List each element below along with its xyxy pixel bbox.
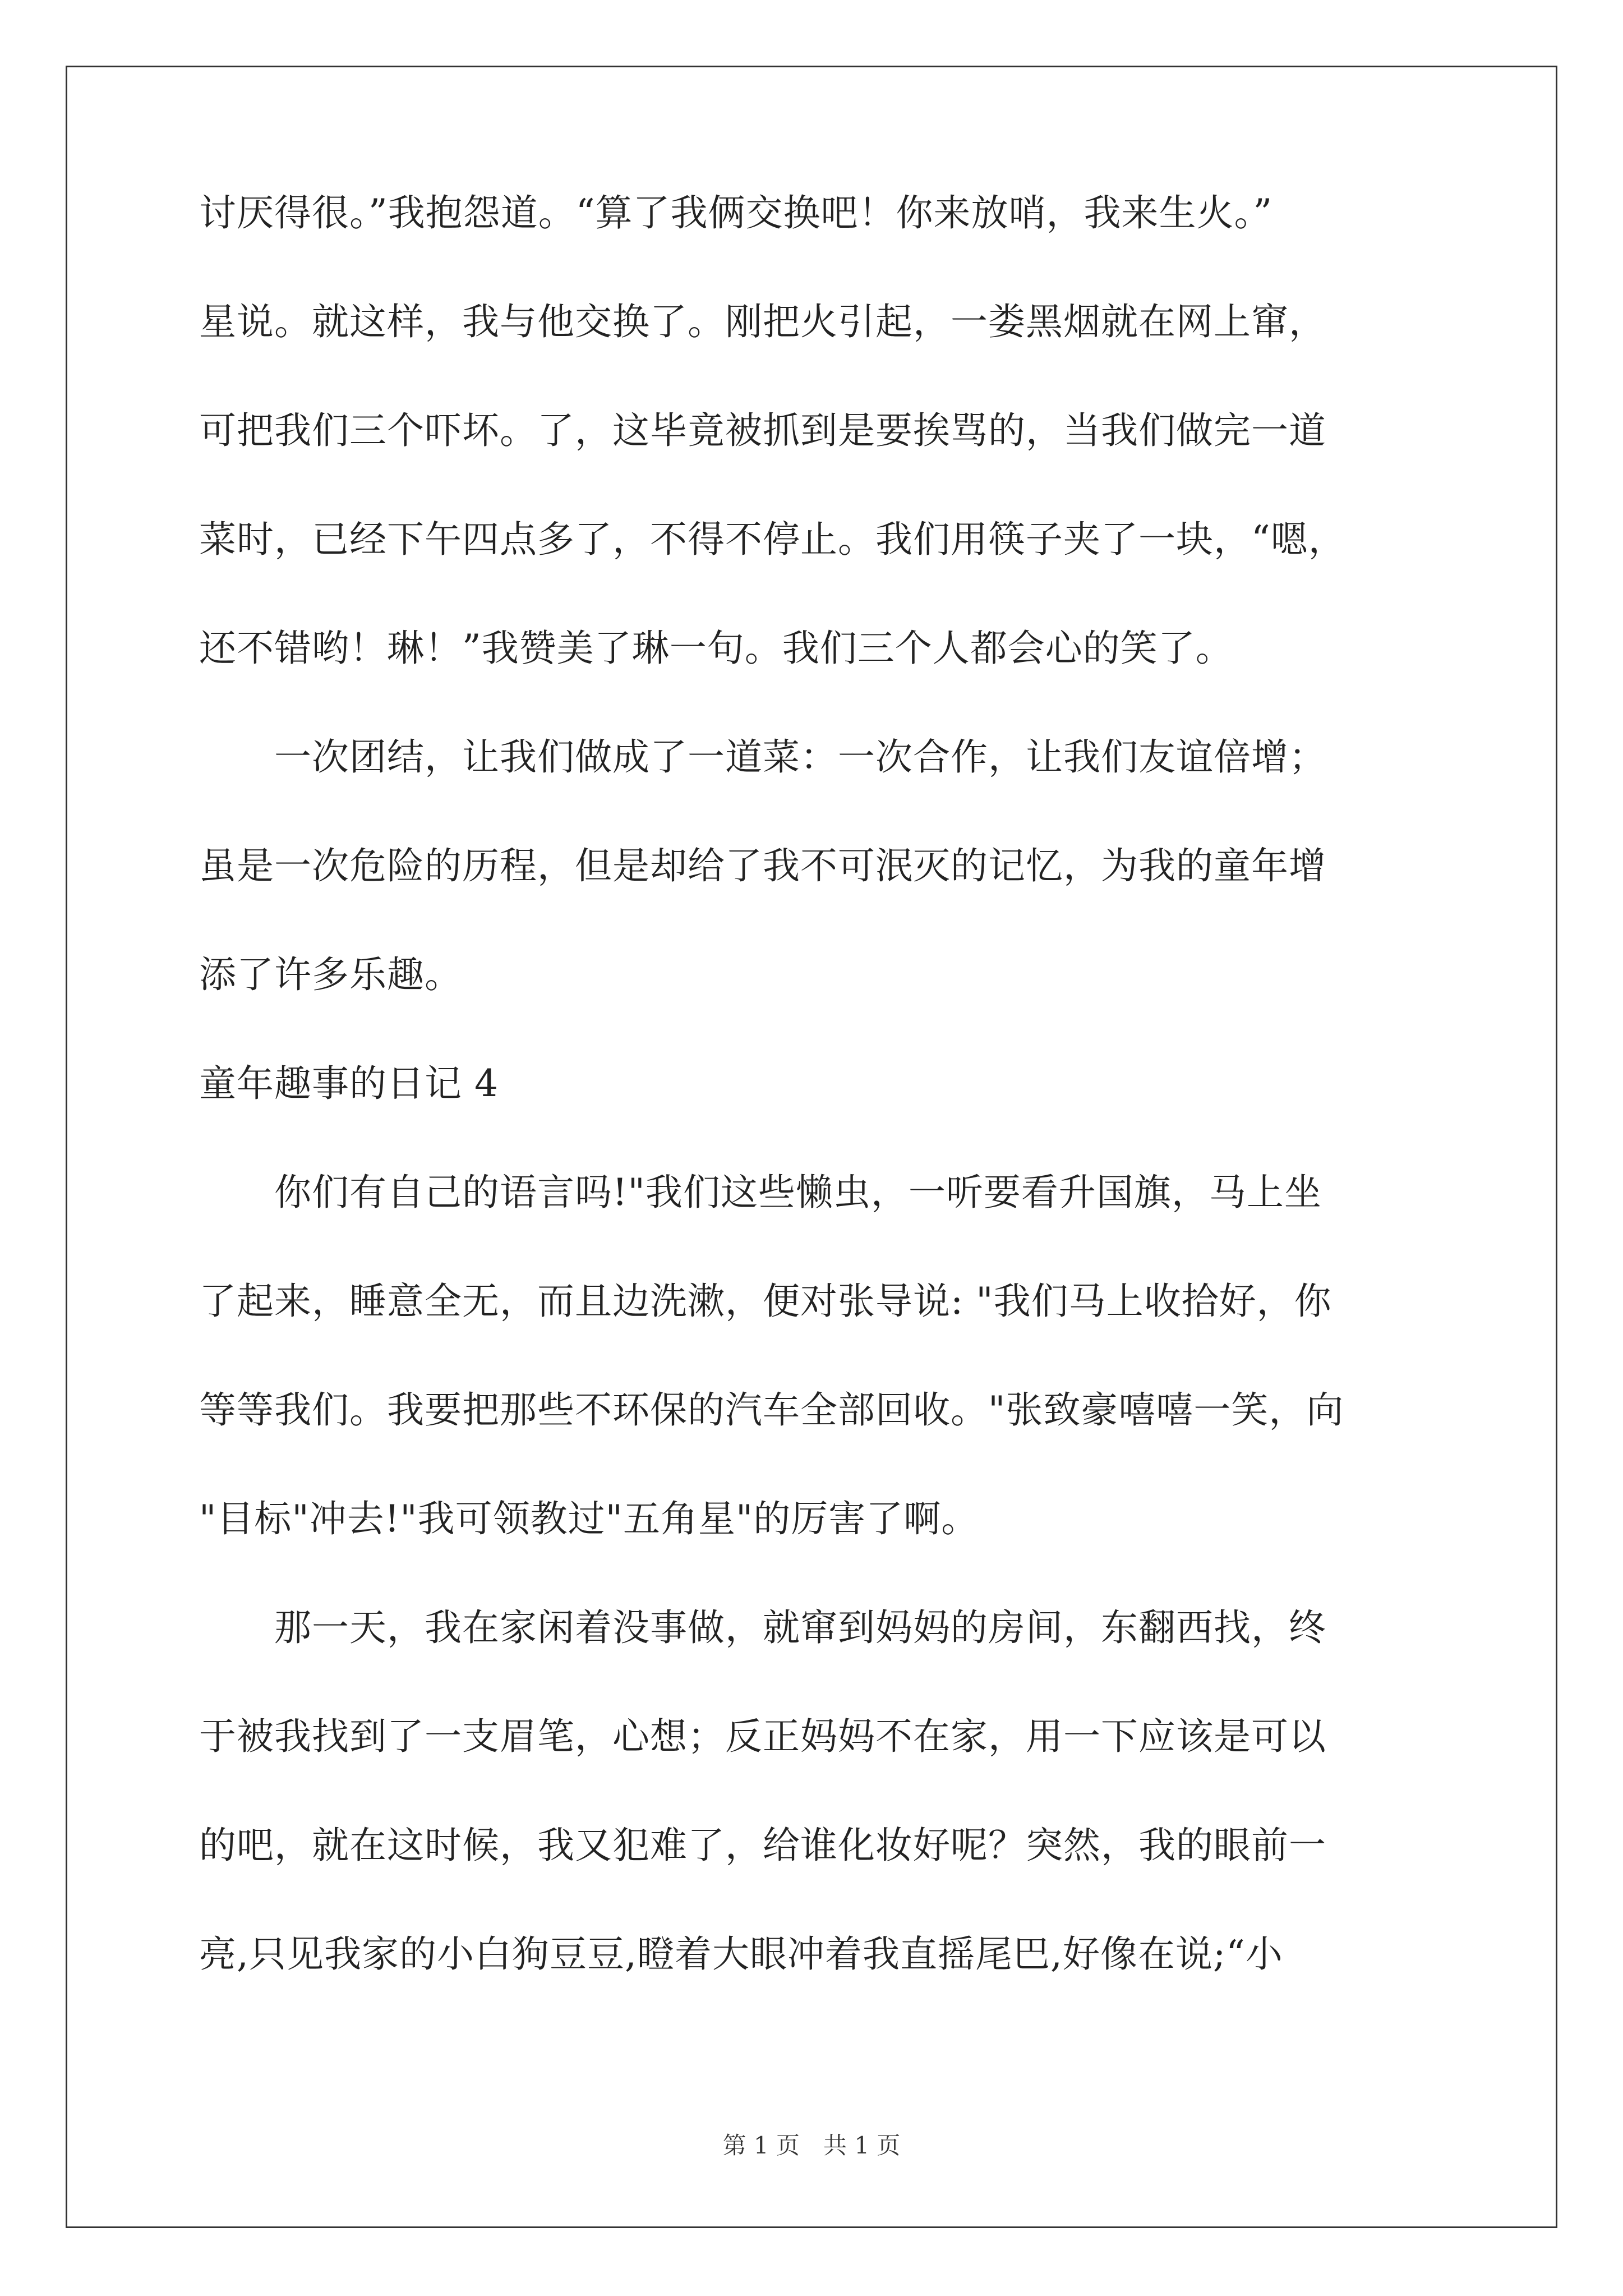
page-footer: 第 1 页 共 1 页 (722, 2132, 901, 2159)
text-line-5: 还不错哟！琳！”我赞美了琳一句。我们三个人都会心的笑了。 (199, 627, 1233, 670)
paragraph-start-line-10: 你们有自己的语言吗!"我们这些懒虫，一听要看升国旗，马上坐 (199, 1171, 1322, 1214)
paragraph-start-line-14: 那一天，我在家闲着没事做，就窜到妈妈的房间，东翻西找，终 (199, 1606, 1326, 1649)
text-line-13: "目标"冲去!"我可领教过"五角星"的厉害了啊。 (199, 1497, 979, 1540)
text-line-4: 菜时，已经下午四点多了，不得不停止。我们用筷子夹了一块，“嗯， (199, 518, 1346, 561)
text-line-1: 讨厌得很。”我抱怨道。“算了我俩交换吧！你来放哨，我来生火。” (199, 191, 1273, 234)
text-line-7: 虽是一次危险的历程，但是却给了我不可泯灭的记忆，为我的童年增 (199, 844, 1326, 887)
text-line-12: 等等我们。我要把那些不环保的汽车全部回收。"张致豪嘻嘻一笑，向 (199, 1388, 1344, 1432)
text-line-2: 星说。就这样，我与他交换了。刚把火引起，一娄黑烟就在网上窜， (199, 300, 1326, 343)
text-line-8: 添了许多乐趣。 (199, 953, 462, 996)
section-heading: 童年趣事的日记 4 (199, 1062, 499, 1105)
text-line-16: 的吧，就在这时候，我又犯难了，给谁化妆好呢？突然，我的眼前一 (199, 1824, 1326, 1867)
text-line-11: 了起来，睡意全无，而且边洗漱，便对张导说: "我们马上收拾好，你 (199, 1280, 1332, 1323)
paragraph-start-line-6: 一次团结，让我们做成了一道菜：一次合作，让我们友谊倍增； (199, 735, 1326, 779)
text-line-15: 于被我找到了一支眉笔，心想；反正妈妈不在家，用一下应该是可以 (199, 1715, 1326, 1758)
page-border (66, 66, 1557, 2228)
text-line-17: 亮,只见我家的小白狗豆豆,瞪着大眼冲着我直摇尾巴,好像在说;“小 (199, 1932, 1283, 1976)
text-line-3: 可把我们三个吓坏。了，这毕竟被抓到是要挨骂的，当我们做完一道 (199, 409, 1326, 452)
